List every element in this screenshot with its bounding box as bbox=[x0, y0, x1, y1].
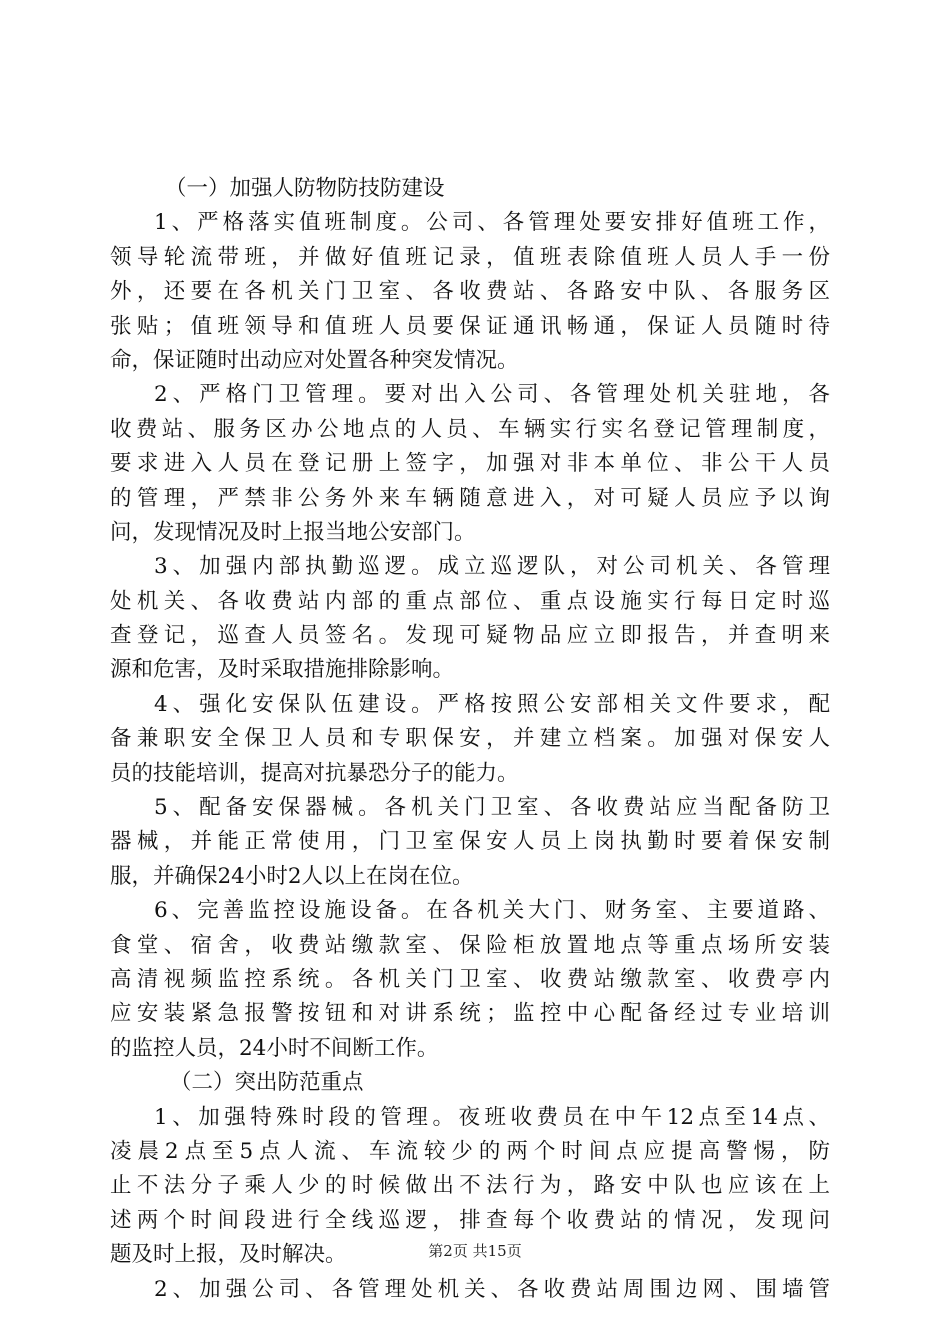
paragraph-line: 命，保证随时出动应对处置各种突发情况。 bbox=[110, 347, 519, 373]
paragraph-line: 的管理，严禁非公务外来车辆随意进入，对可疑人员应予以询 bbox=[110, 485, 830, 511]
paragraph-line: 的监控人员，24小时不间断工作。 bbox=[110, 1035, 439, 1061]
paragraph-line: 止不法分子乘人少的时候做出不法行为，路安中队也应该在上 bbox=[110, 1173, 830, 1199]
paragraph-line: 要求进入人员在登记册上签字，加强对非本单位、非公干人员 bbox=[110, 451, 830, 477]
paragraph-line: 6、完善监控设施设备。在各机关大门、财务室、主要道路、 bbox=[154, 898, 830, 924]
section-heading: （一）加强人防物防技防建设 bbox=[165, 176, 445, 201]
paragraph-line: 源和危害，及时采取措施排除影响。 bbox=[110, 657, 455, 683]
paragraph-line: 服，并确保24小时2人以上在岗在位。 bbox=[110, 863, 474, 889]
page-number-footer: 第2页 共15页 bbox=[428, 1242, 522, 1260]
paragraph-line: 凌晨2点至5点人流、车流较少的两个时间点应提高警惕，防 bbox=[110, 1138, 830, 1164]
paragraph-line: 外，还要在各机关门卫室、各收费站、各路安中队、各服务区 bbox=[110, 279, 830, 305]
paragraph-line: 高清视频监控系统。各机关门卫室、收费站缴款室、收费亭内 bbox=[110, 966, 830, 992]
paragraph-line: 2、严格门卫管理。要对出入公司、各管理处机关驻地，各 bbox=[154, 382, 830, 408]
document-body bbox=[110, 172, 850, 1307]
paragraph-line: 1、加强特殊时段的管理。夜班收费员在中午12点至14点、 bbox=[154, 1104, 830, 1130]
paragraph-line: 收费站、服务区办公地点的人员、车辆实行实名登记管理制度， bbox=[110, 416, 830, 442]
paragraph-line: 器械，并能正常使用，门卫室保安人员上岗执勤时要着保安制 bbox=[110, 829, 830, 855]
paragraph-line: 2、加强公司、各管理处机关、各收费站周围边网、围墙管 bbox=[154, 1276, 830, 1302]
paragraph-line: 备兼职安全保卫人员和专职保安，并建立档案。加强对保安人 bbox=[110, 726, 830, 752]
paragraph-line: 4、强化安保队伍建设。严格按照公安部相关文件要求，配 bbox=[154, 691, 830, 717]
paragraph-line: 领导轮流带班，并做好值班记录，值班表除值班人员人手一份 bbox=[110, 244, 830, 270]
section-heading: （二）突出防范重点 bbox=[170, 1070, 364, 1096]
paragraph-line: 处机关、各收费站内部的重点部位、重点设施实行每日定时巡 bbox=[110, 588, 830, 614]
paragraph-line: 题及时上报，及时解决。 bbox=[110, 1242, 347, 1268]
paragraph-line: 应安装紧急报警按钮和对讲系统；监控中心配备经过专业培训 bbox=[110, 1001, 830, 1027]
paragraph-line: 张贴；值班领导和值班人员要保证通讯畅通，保证人员随时待 bbox=[110, 313, 830, 339]
paragraph-line: 查登记，巡查人员签名。发现可疑物品应立即报告，并查明来 bbox=[110, 623, 830, 649]
paragraph-line: 问，发现情况及时上报当地公安部门。 bbox=[110, 519, 476, 545]
paragraph-line: 员的技能培训，提高对抗暴恐分子的能力。 bbox=[110, 760, 519, 786]
paragraph-line: 3、加强内部执勤巡逻。成立巡逻队，对公司机关、各管理 bbox=[154, 554, 830, 580]
paragraph-line: 5、配备安保器械。各机关门卫室、各收费站应当配备防卫 bbox=[154, 795, 830, 821]
paragraph-line: 述两个时间段进行全线巡逻，排查每个收费站的情况，发现问 bbox=[110, 1207, 830, 1233]
paragraph-line: 1、严格落实值班制度。公司、各管理处要安排好值班工作， bbox=[154, 210, 830, 236]
paragraph-line: 食堂、宿舍，收费站缴款室、保险柜放置地点等重点场所安装 bbox=[110, 932, 830, 958]
